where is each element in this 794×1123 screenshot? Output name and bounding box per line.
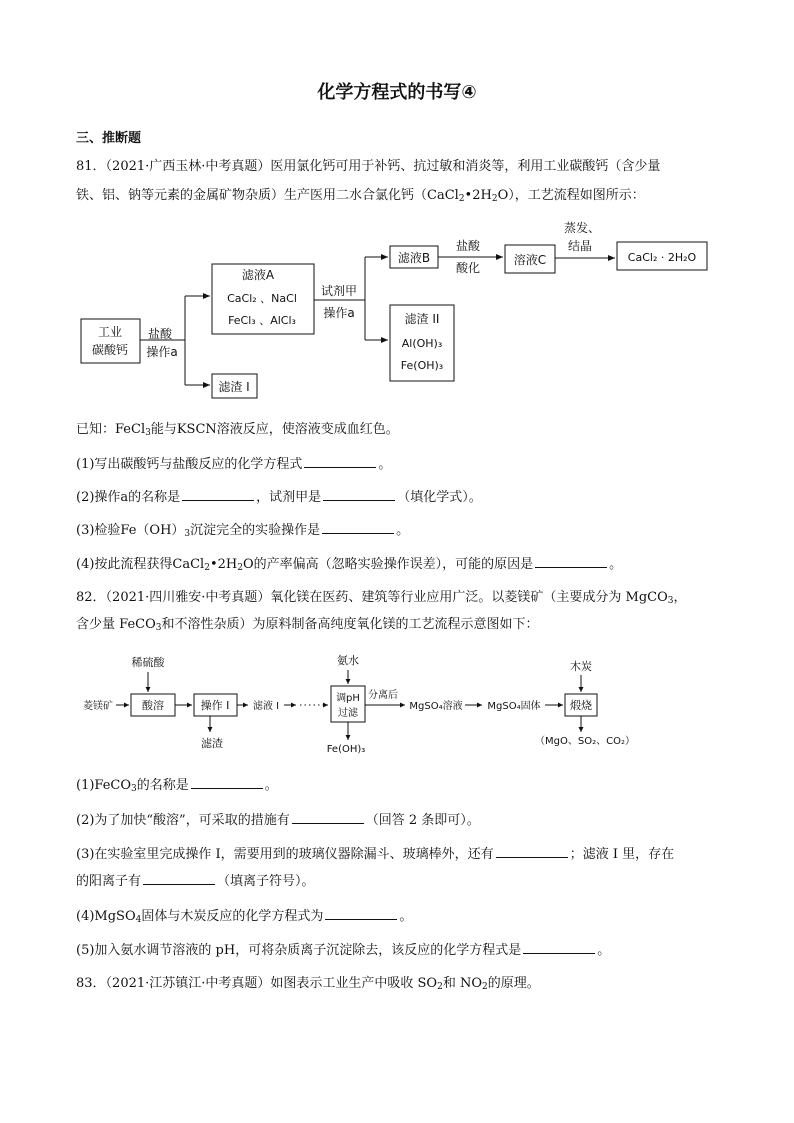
answer-blank[interactable] — [535, 555, 607, 568]
q81-sub1: (1)写出碳酸钙与盐酸反应的化学方程式 。 — [76, 457, 392, 472]
label-caco3: 碳酸钙 — [91, 343, 129, 357]
label-filter: 过滤 — [338, 708, 358, 719]
label-aloh3: Al(OH)₃ — [401, 337, 443, 350]
answer-blank[interactable] — [304, 455, 376, 468]
label-residue-1: 滤渣 I — [218, 380, 250, 394]
q82-intro-line2: 含少量 FeCO$_3$和不溶性杂质）为原料制备高纯度氧化镁的工艺流程示意图如下： — [76, 617, 539, 633]
label-filtrate-a: 滤液A — [241, 268, 275, 282]
answer-blank[interactable] — [322, 521, 394, 534]
q81-known: 已知：FeCl$_3$能与KSCN溶液反应，使溶液变成血红色。 — [76, 422, 399, 438]
q81-intro-line2: 铁、铝、钠等元素的金属矿物杂质）生产医用二水合氯化钙$(CaCl_2•2H_2O)$，工艺流程如图所示： — [76, 188, 645, 204]
label-solution-c: 溶液C — [513, 253, 547, 267]
q82-intro-line1: 82．（2021·四川雅安·中考真题）氧化镁在医药、建筑等行业应用广泛。以菱镁矿（主要成分为 MgCO$_3$， — [76, 590, 687, 606]
label-mgso4-solution: MgSO₄溶液 — [409, 701, 463, 712]
label-op-a: 操作a — [146, 345, 178, 359]
label-dilute-h2so4: 稀硫酸 — [131, 656, 165, 669]
label-acidify: 酸化 — [455, 261, 481, 275]
q83-intro: 83．（2021·江苏镇江·中考真题）如图表示工业生产中吸收 $SO_2$和 $NO_2$的原理。 — [76, 976, 540, 992]
label-residue-2: 滤渣 II — [404, 312, 440, 326]
label-feoh3-82: Fe(OH)₃ — [326, 744, 366, 755]
q81-intro-line1: 81．（2021·广西玉林·中考真题）医用氯化钙可用于补钙、抗过敏和消炎等，利用工业碳酸钙（含少量 — [76, 159, 661, 174]
label-acid-dissolve: 酸溶 — [142, 699, 164, 712]
section-heading: 三、推断题 — [76, 131, 142, 146]
answer-blank[interactable] — [292, 811, 364, 824]
label-charcoal: 木炭 — [570, 660, 592, 673]
label-adjust-ph: 调pH — [336, 693, 360, 704]
answer-blank[interactable] — [323, 488, 395, 501]
label-calcine: 煅烧 — [570, 699, 592, 712]
label-after-sep: 分离后 — [368, 690, 398, 701]
label-industrial: 工业 — [97, 325, 123, 339]
label-products: （MgO、SO₂、CO₂） — [535, 736, 635, 747]
label-filtrate-1: 滤液 I — [252, 701, 280, 712]
q81-sub3: (3)检验$Fe(OH)_3$沉淀完全的实验操作是 。 — [76, 523, 410, 539]
page-title: 化学方程式的书写④ — [317, 82, 477, 103]
label-filtrate-b: 滤液B — [397, 251, 431, 265]
q82-sub3-line2: 的阳离子有 （填离子符号）。 — [76, 874, 315, 889]
q81-sub2: (2)操作a的名称是 ，试剂甲是 （填化学式）。 — [76, 490, 482, 505]
label-reagent-jia: 试剂甲 — [320, 284, 358, 298]
label-product: CaCl₂ · 2H₂O — [627, 251, 697, 264]
answer-blank[interactable] — [143, 872, 215, 885]
label-evaporate: 蒸发、 — [563, 221, 601, 235]
label-cacl2-nacl: CaCl₂ 、NaCl — [227, 292, 297, 305]
q82-sub2: (2)为了加快“酸溶”，可采取的措施有 （回答 2 条即可）。 — [76, 813, 480, 828]
answer-blank[interactable] — [325, 907, 397, 920]
label-ammonia: 氨水 — [337, 654, 359, 667]
label-mgso4-solid: MgSO₄固体 — [487, 701, 541, 712]
q82-sub5: (5)加入氨水调节溶液的 pH，可将杂质离子沉淀除去，该反应的化学方程式是 。 — [76, 943, 611, 958]
q81-sub4: (4)按此流程获得$CaCl_2•2H_2O$的产率偏高（忽略实验操作误差），可能的原因是 。 — [76, 557, 623, 573]
q82-sub1: (1)FeCO$_3$的名称是 。 — [76, 778, 278, 794]
answer-blank[interactable] — [496, 845, 568, 858]
label-hcl: 盐酸 — [147, 327, 173, 341]
label-op-1: 操作 I — [200, 699, 230, 712]
q82-sub4: (4)MgSO$_4$固体与木炭反应的化学方程式为 。 — [76, 909, 413, 925]
label-crystallize: 结晶 — [567, 239, 593, 253]
answer-blank[interactable] — [523, 941, 595, 954]
answer-blank[interactable] — [182, 488, 254, 501]
label-residue: 滤渣 — [201, 737, 223, 750]
q82-sub3-line1: (3)在实验室里完成操作 I，需要用到的玻璃仪器除漏斗、玻璃棒外，还有 ；滤液 I 里，存在 — [76, 847, 675, 862]
label-magnesite: 菱镁矿 — [83, 701, 113, 712]
label-op-a-2: 操作a — [323, 306, 355, 320]
label-fecl3-alcl3: FeCl₃ 、AlCl₃ — [228, 314, 296, 327]
label-hcl-2: 盐酸 — [455, 239, 481, 253]
answer-blank[interactable] — [191, 776, 263, 789]
label-feoh3: Fe(OH)₃ — [400, 359, 444, 372]
